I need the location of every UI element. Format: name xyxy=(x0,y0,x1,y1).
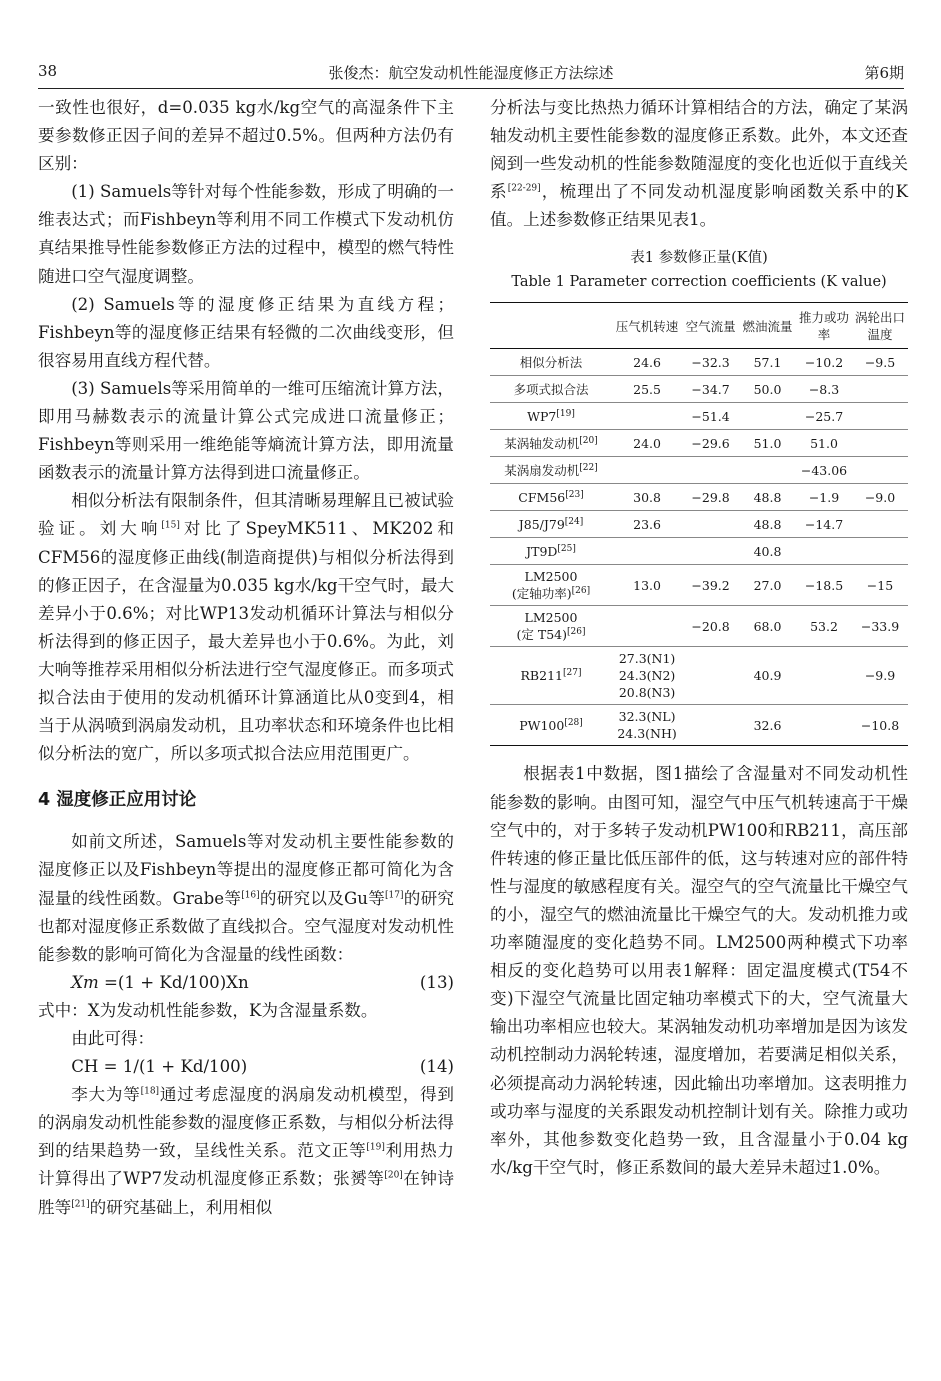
row-label xyxy=(490,430,612,457)
paragraph: (3) Samuels等采用简单的一维可压缩流计算方法，即用马赫数表示的流量计算公式完成进口流量修正；Fishbeyn等则采用一维绝能等熵流计算方法，即用流量函数表示的流量计算方法得到进口流量修正。 xyxy=(38,378,454,483)
text-run: 的研究以及Gu等 xyxy=(259,888,386,908)
table-cell xyxy=(682,705,739,746)
citation: [17] xyxy=(385,890,404,900)
table-cell xyxy=(739,457,796,484)
row-label xyxy=(490,647,612,705)
paragraph: (2) Samuels等的湿度修正结果为直线方程；Fishbeyn等的湿度修正结果有轻微的二次曲线变形，但很容易用直线方程代替。 xyxy=(38,294,454,370)
citation: [19] xyxy=(556,408,575,419)
table-cell xyxy=(739,403,796,430)
table-row xyxy=(490,403,908,430)
table-cell xyxy=(682,457,739,484)
text-run: ，梳理出了不同发动机湿度影响函数关系中的K值。上述参数修正结果见表1。 xyxy=(490,182,909,230)
engine-name: LM2500 xyxy=(524,569,578,585)
table-cell: −32.3 xyxy=(691,354,730,370)
table-cell: 25.5 xyxy=(633,381,661,397)
row-label xyxy=(490,538,612,565)
table-cell: 40.9 xyxy=(753,668,782,684)
citation: [21] xyxy=(71,1199,90,1210)
table-cell: 48.8 xyxy=(753,516,782,532)
parameter-correction-table xyxy=(490,302,908,746)
header-rule xyxy=(38,88,904,89)
equation-lhs: Xm xyxy=(71,972,99,992)
engine-name: PW100 xyxy=(519,717,565,733)
table-row xyxy=(490,705,908,746)
citation: [27] xyxy=(562,668,582,679)
equation-14 xyxy=(38,1053,454,1081)
table-cell: 48.8 xyxy=(753,489,782,505)
table-cell xyxy=(796,647,852,705)
table-cell: −15 xyxy=(866,577,894,593)
table-row xyxy=(490,647,908,705)
row-label xyxy=(490,511,612,538)
table-cell xyxy=(612,606,682,647)
engine-name: CFM56 xyxy=(518,489,566,505)
table-cell: −43.06 xyxy=(800,462,848,478)
table-cell: 32.6 xyxy=(753,717,782,733)
table-cell: −20.8 xyxy=(691,618,730,634)
citation: [16] xyxy=(241,890,260,900)
row-label xyxy=(490,565,612,606)
table-cell: 40.8 xyxy=(753,543,782,559)
row-label xyxy=(490,484,612,511)
table-cell: 51.0 xyxy=(810,435,838,451)
text-run: 的研究也都对湿度修正系数做了直线拟合。空气湿度对发动机性能参数的影响可简化为含湿量的线性函数： xyxy=(38,888,454,964)
table-cell: −51.4 xyxy=(691,408,730,424)
paragraph xyxy=(38,487,454,768)
row-label xyxy=(490,376,612,403)
table-cell: −33.9 xyxy=(860,618,900,634)
table-cell: 27.3(N1) 24.3(N2) 20.8(N3) xyxy=(618,651,676,701)
table-cell xyxy=(682,647,739,705)
table-cell: 68.0 xyxy=(753,618,782,634)
citation: [24] xyxy=(564,516,584,527)
table-cell xyxy=(682,538,739,565)
citation: [26] xyxy=(567,627,586,638)
table-cell: −8.3 xyxy=(808,381,840,397)
citation: [20] xyxy=(579,435,598,446)
text-run: 相似分析法有限制条件，但其清晰易理解且已被试验验证。刘大响 xyxy=(38,491,454,539)
table-header: 推力或功率 xyxy=(798,310,849,343)
table-cell xyxy=(612,538,682,565)
table-cell xyxy=(852,457,908,484)
table-cell xyxy=(852,403,908,430)
table-row xyxy=(490,376,908,403)
table-cell: −1.9 xyxy=(808,489,840,505)
text-run: 利用热力计算得出了WP7发动机湿度修正系数；张赟等 xyxy=(38,1141,455,1189)
left-column xyxy=(38,94,454,1222)
table-cell: 50.0 xyxy=(753,381,782,397)
table-cell: −10.2 xyxy=(804,354,844,370)
table-caption-cn: 表1 参数修正量(K值) xyxy=(630,250,768,267)
table-caption-en: Table 1 Parameter correction coefficients (K value) xyxy=(511,274,887,291)
table-cell: −14.7 xyxy=(804,516,844,532)
row-label xyxy=(490,457,612,484)
engine-name: JT9D xyxy=(526,543,558,559)
equation-expression: =(1 + Kd/100)Xn xyxy=(104,972,249,992)
paragraph: 根据表1中数据，图1描绘了含湿量对不同发动机性能参数的影响。由图可知，湿空气中压气机转速高于干燥空气中的，对于多转子发动机PW100和RB211，高压部件转速的修正量比低压部件的低，这与转速对应的部件特性与湿度的敏感程度有关。湿空气的空气流量比干燥空气的小，湿空气的燃油流量比干燥空气的大。发动机推力或功率随湿度的变化趋势不同。LM2500两种模式下功率相反的变化趋势可以用表1解释：固定温度模式(T54不变)下湿空气流量比固定轴功率模式下的大，空气流量大输出功率相应也较大。某涡轴发动机功率增加是因为该发动机控制动力涡轮转速，湿度增加，若要满足相似关系，必须提高动力涡轮转速，因此输出功率增加。这表明推力或功率与湿度的关系跟发动机控制计划有关。除推力或功率外，其他参数变化趋势一致，且含湿量小于0.04 kg水/kg干空气时，修正系数间的最大差异未超过1.0%。 xyxy=(490,764,908,1177)
table-cell: 24.0 xyxy=(633,435,661,451)
paragraph: (1) Samuels等针对每个性能参数，形成了明确的一维表达式；而Fishbeyn等利用不同工作模式下发动机仿真结果推导性能参数修正方法的过程中，模型的燃气特性随进口空气湿度调整。 xyxy=(38,182,454,286)
paragraph: 式中：X为发动机性能参数，K为含湿量系数。 xyxy=(38,1000,378,1020)
citation: [20] xyxy=(384,1170,403,1181)
text-run: 对比了SpeyMK511、MK202和CFM56的湿度修正曲线(制造商提供)与相似分析法得到的修正因子，在含湿量为0.035 kg水/kg干空气时，最大差异小于0.6%；对比WP13发动机循环计算法与相似分析法得到的修正因子，最大差异也小于0.6%。为此，刘大响等推荐采用相似分析法进行空气湿度修正。而多项式拟合法由于使用的发动机循环计算涵道比从0变到4，相当于从涡喷到涡扇发动机，且功率状态和环境条件也比相似分析法的宽广，所以多项式拟合法应用范围更广。 xyxy=(38,519,455,764)
table-header: 涡轮出口温度 xyxy=(854,310,905,343)
table-cell: 13.0 xyxy=(633,577,661,593)
right-column xyxy=(490,94,908,1182)
table-cell: −9.5 xyxy=(864,354,896,370)
table-cell: −9.9 xyxy=(864,668,896,684)
citation: [26] xyxy=(571,586,591,597)
paragraph: 一致性也很好，d=0.035 kg水/kg空气的高湿条件下主要参数修正因子间的差异不超过0.5%。但两种方法仍有区别： xyxy=(38,98,454,174)
table-cell: 30.8 xyxy=(633,489,661,505)
table-row xyxy=(490,565,908,606)
table-cell: −39.2 xyxy=(691,577,730,593)
engine-name: 某涡轴发动机 xyxy=(504,435,580,451)
citation: [22-29] xyxy=(507,183,541,194)
equation-expression: CH = 1/(1 + Kd/100) xyxy=(71,1057,248,1077)
table-cell: −25.7 xyxy=(804,408,844,424)
citation: [25] xyxy=(557,543,576,554)
table-cell: 57.1 xyxy=(753,354,782,370)
engine-name: J85/J79 xyxy=(518,516,565,532)
table-cell xyxy=(852,376,908,403)
page-number: 38 xyxy=(38,62,58,80)
engine-name: LM2500 xyxy=(524,610,578,626)
running-title: 张俊杰：航空发动机性能湿度修正方法综述 xyxy=(328,64,614,82)
engine-mode: (定轴功率) xyxy=(511,586,572,602)
table-cell: −29.6 xyxy=(691,435,730,451)
table-cell xyxy=(852,538,908,565)
row-label xyxy=(490,606,612,647)
paragraph xyxy=(38,1081,454,1221)
text-run: 李大为等 xyxy=(71,1085,141,1105)
paragraph: 由此可得： xyxy=(71,1029,155,1048)
engine-name: RB211 xyxy=(520,668,563,684)
table-row xyxy=(490,349,908,376)
text-run: 在钟诗胜等 xyxy=(38,1169,455,1217)
section-heading: 4 湿度修正应用讨论 xyxy=(38,790,197,811)
table-cell: 53.2 xyxy=(810,618,838,634)
table-cell xyxy=(852,430,908,457)
text-run: 的研究基础上，利用相似 xyxy=(89,1197,273,1217)
citation: [19] xyxy=(366,1142,385,1153)
citation: [23] xyxy=(565,489,584,500)
page-header xyxy=(38,62,904,86)
engine-name: 多项式拟合法 xyxy=(513,381,589,397)
table-cell xyxy=(796,538,852,565)
citation: [18] xyxy=(140,1086,160,1097)
row-label xyxy=(490,349,612,376)
table-cell xyxy=(612,457,682,484)
paragraph xyxy=(38,828,454,968)
table-row xyxy=(490,484,908,511)
table-cell: 23.6 xyxy=(633,516,661,532)
table-header: 压气机转速 xyxy=(615,318,679,334)
engine-name: 某涡扇发动机 xyxy=(504,462,580,478)
engine-name: WP7 xyxy=(527,408,557,424)
row-label xyxy=(490,705,612,746)
equation-number: (13) xyxy=(419,972,454,992)
row-label xyxy=(490,403,612,430)
table-cell xyxy=(682,511,739,538)
table-cell: 27.0 xyxy=(753,577,782,593)
text-run: 如前文所述，Samuels等对发动机主要性能参数的湿度修正以及Fishbeyn等提出的湿度修正都可简化为含湿量的线性函数。Grabe等 xyxy=(38,832,454,908)
table-header xyxy=(490,303,612,349)
table-cell: −18.5 xyxy=(804,577,844,593)
table-header: 空气流量 xyxy=(685,318,736,334)
table-cell: −10.8 xyxy=(860,717,900,733)
table-cell: 32.3(NL) 24.3(NH) xyxy=(617,709,677,742)
issue-number: 第6期 xyxy=(864,64,904,82)
table-row xyxy=(490,606,908,647)
text-run: 通过考虑湿度的涡扇发动机模型，得到的涡扇发动机性能参数的湿度修正系数，与相似分析法得到的结果趋势一致，呈线性关系。范文正等 xyxy=(38,1085,455,1161)
table-header: 燃油流量 xyxy=(742,318,793,334)
equation-13 xyxy=(38,969,454,997)
table-row xyxy=(490,430,908,457)
table-cell: −29.8 xyxy=(691,489,730,505)
citation: [22] xyxy=(579,462,598,473)
table-row xyxy=(490,457,908,484)
table-cell xyxy=(852,511,908,538)
table-cell xyxy=(796,705,852,746)
table-cell: −34.7 xyxy=(691,381,730,397)
table-cell: 51.0 xyxy=(753,435,782,451)
table-cell: −9.0 xyxy=(864,489,896,505)
engine-name: 相似分析法 xyxy=(519,354,583,370)
table-header-row xyxy=(490,303,908,349)
citation: [15] xyxy=(161,520,180,531)
engine-mode: (定 T54) xyxy=(516,627,567,643)
text-run: 分析法与变比热热力循环计算相结合的方法，确定了某涡轴发动机主要性能参数的湿度修正系数。此外，本文还查阅到一些发动机的性能参数随湿度的变化也近似于直线关系 xyxy=(490,98,908,202)
table-row xyxy=(490,511,908,538)
equation-number: (14) xyxy=(419,1057,454,1077)
table-cell: 24.6 xyxy=(633,354,661,370)
table-cell xyxy=(612,403,682,430)
table-row xyxy=(490,538,908,565)
paragraph xyxy=(490,94,908,234)
citation: [28] xyxy=(564,717,583,728)
